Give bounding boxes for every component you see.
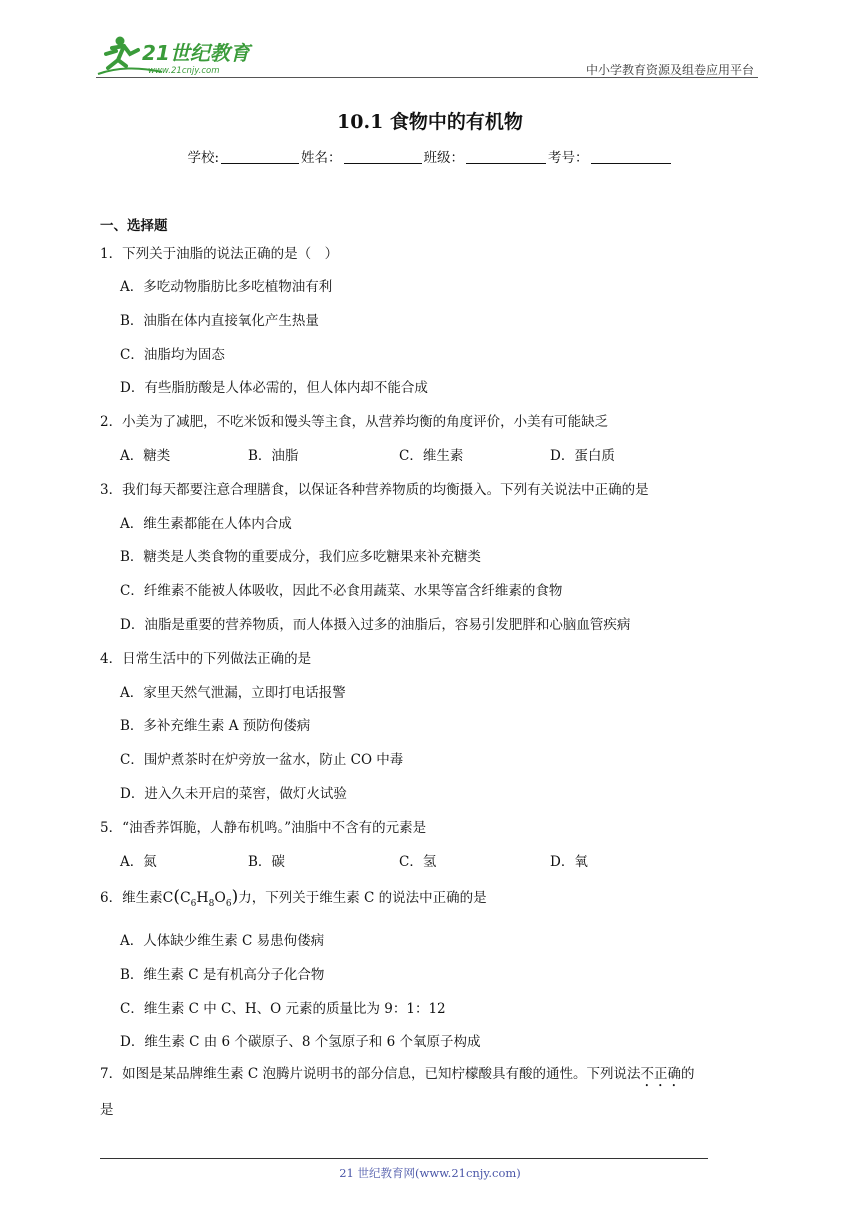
- class-label: 班级：: [423, 150, 465, 166]
- footer-text[interactable]: 21 世纪教育网(www.21cnjy.com): [339, 1166, 521, 1180]
- question-4-option-a[interactable]: A．家里天然气泄漏，立即打电话报警: [120, 685, 346, 701]
- question-7-stem-line2: 是: [100, 1102, 114, 1118]
- page-title: 10.1 食物中的有机物: [337, 111, 523, 133]
- question-6-option-a[interactable]: A．人体缺少维生素 C 易患佝偻病: [120, 933, 325, 949]
- question-4-option-d[interactable]: D．进入久未开启的菜窖，做灯火试验: [120, 786, 347, 802]
- formula-letter: C: [162, 890, 174, 906]
- logo-text: 21世纪教育: [142, 41, 250, 65]
- formula-h-sub: 8: [208, 898, 215, 909]
- question-7-emphasis: 不正确: [640, 1066, 681, 1082]
- question-6-option-d[interactable]: D．维生素 C 由 6 个碳原子、8 个氢原子和 6 个氧原子构成: [120, 1034, 481, 1050]
- name-blank[interactable]: [344, 150, 422, 164]
- header-platform-text: 中小学教育资源及组卷应用平台: [585, 63, 754, 77]
- formula-c: C: [179, 890, 191, 906]
- name-label: 姓名：: [301, 150, 342, 166]
- question-3-option-a[interactable]: A．维生素都能在人体内合成: [120, 516, 292, 532]
- question-5-option-d[interactable]: D．氧: [550, 854, 588, 870]
- question-5-stem: 5．“油香荞饵脆，人静布机鸣。”油脂中不含有的元素是: [100, 820, 427, 836]
- question-2-option-b[interactable]: B．油脂: [248, 448, 299, 464]
- exam-no-blank[interactable]: [591, 150, 671, 164]
- formula-o: O: [214, 890, 226, 906]
- question-6-option-c[interactable]: C．维生素 C 中 C、H、O 元素的质量比为 9：1：12: [120, 1001, 446, 1017]
- exam-no-label: 考号：: [548, 150, 589, 166]
- school-label: 学校:: [187, 150, 220, 166]
- question-1-option-c[interactable]: C．油脂均为固态: [120, 347, 225, 363]
- question-6-stem-prefix: 6．维生素: [100, 890, 163, 906]
- question-1-stem: 1．下列关于油脂的说法正确的是（ ）: [100, 246, 339, 262]
- question-2-stem: 2．小美为了减肥，不吃米饭和馒头等主食，从营养均衡的角度评价，小美有可能缺乏: [100, 414, 609, 430]
- vitamin-c-formula: $C(C_6H_8O_6)$: [162, 887, 239, 909]
- question-6-stem-suffix: 力，下列关于维生素 C 的说法中正确的是: [238, 890, 487, 906]
- question-6-option-b[interactable]: B．维生素 C 是有机高分子化合物: [120, 967, 325, 983]
- question-7-stem-b: 的: [681, 1066, 695, 1082]
- question-2-option-d[interactable]: D．蛋白质: [550, 448, 615, 464]
- question-4-option-c[interactable]: C．围炉煮茶时在炉旁放一盆水，防止 CO 中毒: [120, 752, 404, 768]
- logo-21cnjy: [96, 34, 266, 78]
- student-info-line: [0, 146, 860, 166]
- section-heading: 一、选择题: [100, 218, 168, 234]
- question-2-options: [120, 444, 720, 464]
- question-5-option-a[interactable]: A．氮: [120, 854, 157, 870]
- question-5-option-c[interactable]: C．氢: [399, 854, 437, 870]
- footer-divider: [100, 1158, 708, 1159]
- question-4-option-b[interactable]: B．多补充维生素 A 预防佝偻病: [120, 718, 311, 734]
- question-6-stem: [100, 886, 487, 909]
- question-1-option-d[interactable]: D．有些脂肪酸是人体必需的，但人体内却不能合成: [120, 380, 428, 396]
- question-3-option-c[interactable]: C．纤维素不能被人体吸收，因此不必食用蔬菜、水果等富含纤维素的食物: [120, 583, 563, 599]
- logo-url: www.21cnjy.com: [148, 66, 220, 76]
- formula-o-sub: 6: [225, 898, 232, 909]
- question-1-option-a[interactable]: A．多吃动物脂肪比多吃植物油有利: [120, 279, 333, 295]
- question-2-option-c[interactable]: C．维生素: [399, 448, 464, 464]
- page-header: [96, 34, 758, 78]
- question-1-option-b[interactable]: B．油脂在体内直接氧化产生热量: [120, 313, 319, 329]
- question-5-option-b[interactable]: B．碳: [248, 854, 285, 870]
- question-7-stem: [100, 1062, 695, 1090]
- question-3-stem: 3．我们每天都要注意合理膳食，以保证各种营养物质的均衡摄入。下列有关说法中正确的是: [100, 482, 649, 498]
- question-5-options: [120, 850, 720, 870]
- question-4-stem: 4．日常生活中的下列做法正确的是: [100, 651, 312, 667]
- formula-h: H: [196, 890, 209, 906]
- school-blank[interactable]: [221, 150, 299, 164]
- question-3-option-b[interactable]: B．糖类是人类食物的重要成分，我们应多吃糖果来补充糖类: [120, 549, 481, 565]
- question-2-option-a[interactable]: A．糖类: [120, 448, 171, 464]
- class-blank[interactable]: [466, 150, 546, 164]
- question-3-option-d[interactable]: D．油脂是重要的营养物质，而人体摄入过多的油脂后，容易引发肥胖和心脑血管疾病: [120, 617, 631, 633]
- header-divider: [96, 77, 758, 78]
- question-7-stem-a: 7．如图是某品牌维生素 C 泡腾片说明书的部分信息，已知柠檬酸具有酸的通性。下列说法: [100, 1066, 641, 1082]
- formula-c-sub: 6: [190, 898, 197, 909]
